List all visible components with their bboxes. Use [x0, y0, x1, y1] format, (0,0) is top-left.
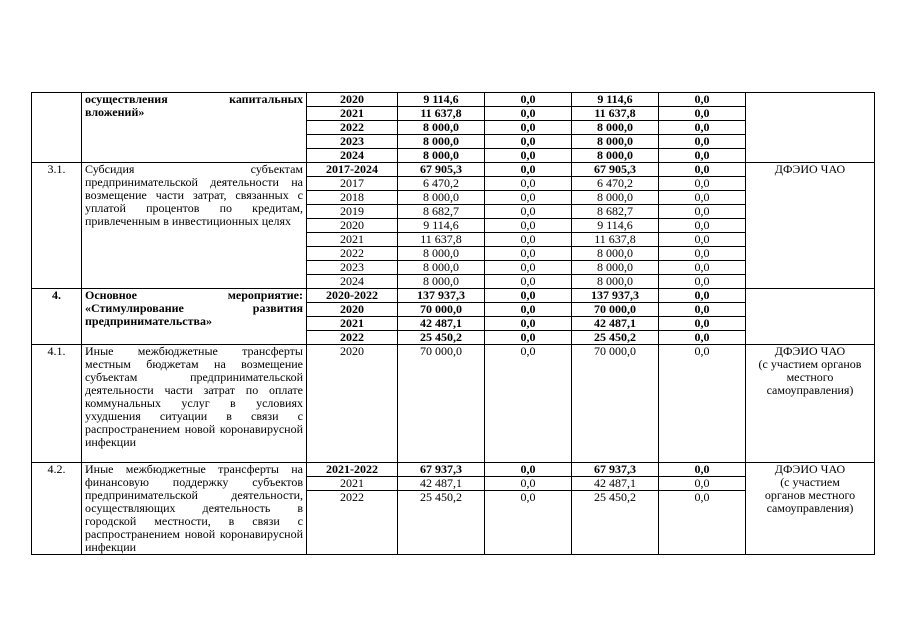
responsible-cell: [746, 345, 875, 463]
other-cell: 0,0: [659, 261, 746, 275]
fed-cell: 0,0: [485, 121, 572, 135]
total-cell: 9 114,6: [398, 93, 485, 107]
fed-cell: 0,0: [485, 247, 572, 261]
regional-cell: 42 487,1: [572, 317, 659, 331]
year-cell: 2024: [307, 149, 398, 163]
year-cell: 2024: [307, 275, 398, 289]
other-cell: 0,0: [659, 247, 746, 261]
year-cell: 2019: [307, 205, 398, 219]
fed-cell: 0,0: [485, 317, 572, 331]
total-cell: 25 450,2: [398, 331, 485, 345]
responsible-cell: ДФЭИО ЧАО: [746, 163, 875, 289]
fed-cell: 0,0: [485, 205, 572, 219]
regional-cell: 9 114,6: [572, 219, 659, 233]
other-cell: 0,0: [659, 93, 746, 107]
fed-cell: 0,0: [485, 107, 572, 121]
activity-name: Субсидия субъектам предпринимательской деятельности на возмещение части затрат, связанных с уплатой процентов по кредитам, привлеченным в инвестиционных целях: [82, 163, 307, 289]
total-cell: 11 637,8: [398, 107, 485, 121]
other-cell: 0,0: [659, 317, 746, 331]
other-cell: 0,0: [659, 121, 746, 135]
regional-cell: 137 937,3: [572, 289, 659, 303]
regional-cell: 8 000,0: [572, 135, 659, 149]
fed-cell: 0,0: [485, 177, 572, 191]
regional-cell: 8 000,0: [572, 149, 659, 163]
year-cell: 2022: [307, 491, 398, 555]
other-cell: 0,0: [659, 219, 746, 233]
fed-cell: 0,0: [485, 289, 572, 303]
other-cell: 0,0: [659, 289, 746, 303]
activity-name: Иные межбюджетные трансферты на финансовую поддержку субъектов предпринимательской деятельности, осуществляющих деятельность в городской местности, в связи с распространением новой коронавирусной инфекции: [82, 463, 307, 555]
fed-cell: 0,0: [485, 331, 572, 345]
regional-cell: 67 905,3: [572, 163, 659, 177]
other-cell: 0,0: [659, 491, 746, 555]
responsible-line: самоуправления): [766, 501, 854, 515]
year-cell: 2021: [307, 233, 398, 247]
budget-table: [31, 92, 875, 555]
fed-cell: 0,0: [485, 477, 572, 491]
fed-cell: 0,0: [485, 463, 572, 477]
year-cell: 2020: [307, 303, 398, 317]
other-cell: 0,0: [659, 233, 746, 247]
year-cell: 2020: [307, 345, 398, 463]
row-number-cell: 3.1.: [32, 163, 82, 289]
total-cell: 8 682,7: [398, 205, 485, 219]
total-cell: 67 905,3: [398, 163, 485, 177]
regional-cell: 8 000,0: [572, 247, 659, 261]
total-cell: 8 000,0: [398, 135, 485, 149]
total-cell: 8 000,0: [398, 275, 485, 289]
fed-cell: 0,0: [485, 163, 572, 177]
year-cell: 2021: [307, 107, 398, 121]
regional-cell: 8 000,0: [572, 275, 659, 289]
responsible-line: (с участием органов: [758, 357, 862, 371]
year-cell: 2022: [307, 247, 398, 261]
table-row: [32, 163, 875, 177]
fed-cell: 0,0: [485, 261, 572, 275]
regional-cell: 11 637,8: [572, 233, 659, 247]
other-cell: 0,0: [659, 345, 746, 463]
activity-name: Иные межбюджетные трансферты местным бюджетам на возмещение субъектам предпринимательской деятельности части затрат по оплате коммунальных услуг в условиях ухудшения ситуации в связи с распространением новой коронавирусной инфекции: [82, 345, 307, 463]
year-cell: 2017-2024: [307, 163, 398, 177]
total-cell: 137 937,3: [398, 289, 485, 303]
responsible-line: самоуправления): [766, 383, 854, 397]
total-cell: 8 000,0: [398, 149, 485, 163]
regional-cell: 8 682,7: [572, 205, 659, 219]
year-cell: 2021: [307, 477, 398, 491]
total-cell: 8 000,0: [398, 191, 485, 205]
table-row: [32, 463, 875, 477]
other-cell: 0,0: [659, 477, 746, 491]
responsible-line: (с участием: [780, 475, 840, 489]
fed-cell: 0,0: [485, 303, 572, 317]
regional-cell: 70 000,0: [572, 303, 659, 317]
total-cell: 42 487,1: [398, 317, 485, 331]
year-cell: 2017: [307, 177, 398, 191]
total-cell: 6 470,2: [398, 177, 485, 191]
year-cell: 2018: [307, 191, 398, 205]
row-number-cell: [32, 93, 82, 163]
fed-cell: 0,0: [485, 191, 572, 205]
year-cell: 2021: [307, 317, 398, 331]
responsible-line: ДФЭИО ЧАО: [774, 344, 846, 358]
year-cell: 2020: [307, 219, 398, 233]
regional-cell: 25 450,2: [572, 331, 659, 345]
total-cell: 25 450,2: [398, 491, 485, 555]
responsible-cell: [746, 289, 875, 345]
regional-cell: 42 487,1: [572, 477, 659, 491]
total-cell: 67 937,3: [398, 463, 485, 477]
year-cell: 2023: [307, 261, 398, 275]
table-row: [32, 345, 875, 463]
fed-cell: 0,0: [485, 135, 572, 149]
total-cell: 70 000,0: [398, 303, 485, 317]
regional-cell: 6 470,2: [572, 177, 659, 191]
total-cell: 70 000,0: [398, 345, 485, 463]
year-cell: 2023: [307, 135, 398, 149]
row-number-cell: 4.1.: [32, 345, 82, 463]
year-cell: 2021-2022: [307, 463, 398, 477]
other-cell: 0,0: [659, 107, 746, 121]
total-cell: 8 000,0: [398, 247, 485, 261]
other-cell: 0,0: [659, 177, 746, 191]
fed-cell: 0,0: [485, 219, 572, 233]
responsible-cell: [746, 93, 875, 163]
year-cell: 2022: [307, 121, 398, 135]
regional-cell: 70 000,0: [572, 345, 659, 463]
row-number-cell: 4.: [32, 289, 82, 345]
total-cell: 42 487,1: [398, 477, 485, 491]
total-cell: 11 637,8: [398, 233, 485, 247]
table-row: [32, 93, 875, 107]
fed-cell: 0,0: [485, 275, 572, 289]
responsible-cell: [746, 463, 875, 555]
row-number-cell: 4.2.: [32, 463, 82, 555]
total-cell: 8 000,0: [398, 121, 485, 135]
fed-cell: 0,0: [485, 491, 572, 555]
activity-name: осуществления капитальных вложений»: [82, 93, 307, 163]
other-cell: 0,0: [659, 135, 746, 149]
other-cell: 0,0: [659, 149, 746, 163]
other-cell: 0,0: [659, 303, 746, 317]
regional-cell: 9 114,6: [572, 93, 659, 107]
regional-cell: 8 000,0: [572, 191, 659, 205]
other-cell: 0,0: [659, 191, 746, 205]
responsible-line: органов местного: [764, 488, 856, 502]
other-cell: 0,0: [659, 205, 746, 219]
regional-cell: 25 450,2: [572, 491, 659, 555]
regional-cell: 11 637,8: [572, 107, 659, 121]
other-cell: 0,0: [659, 163, 746, 177]
year-cell: 2020-2022: [307, 289, 398, 303]
regional-cell: 67 937,3: [572, 463, 659, 477]
year-cell: 2020: [307, 93, 398, 107]
responsible-line: ДФЭИО ЧАО: [774, 462, 846, 476]
activity-name: Основное мероприятие: «Стимулирование развития предпринимательства»: [82, 289, 307, 345]
fed-cell: 0,0: [485, 149, 572, 163]
other-cell: 0,0: [659, 463, 746, 477]
other-cell: 0,0: [659, 331, 746, 345]
responsible-line: местного: [786, 370, 834, 384]
fed-cell: 0,0: [485, 345, 572, 463]
regional-cell: 8 000,0: [572, 121, 659, 135]
fed-cell: 0,0: [485, 233, 572, 247]
fed-cell: 0,0: [485, 93, 572, 107]
total-cell: 9 114,6: [398, 219, 485, 233]
other-cell: 0,0: [659, 275, 746, 289]
year-cell: 2022: [307, 331, 398, 345]
table-row: [32, 289, 875, 303]
regional-cell: 8 000,0: [572, 261, 659, 275]
total-cell: 8 000,0: [398, 261, 485, 275]
